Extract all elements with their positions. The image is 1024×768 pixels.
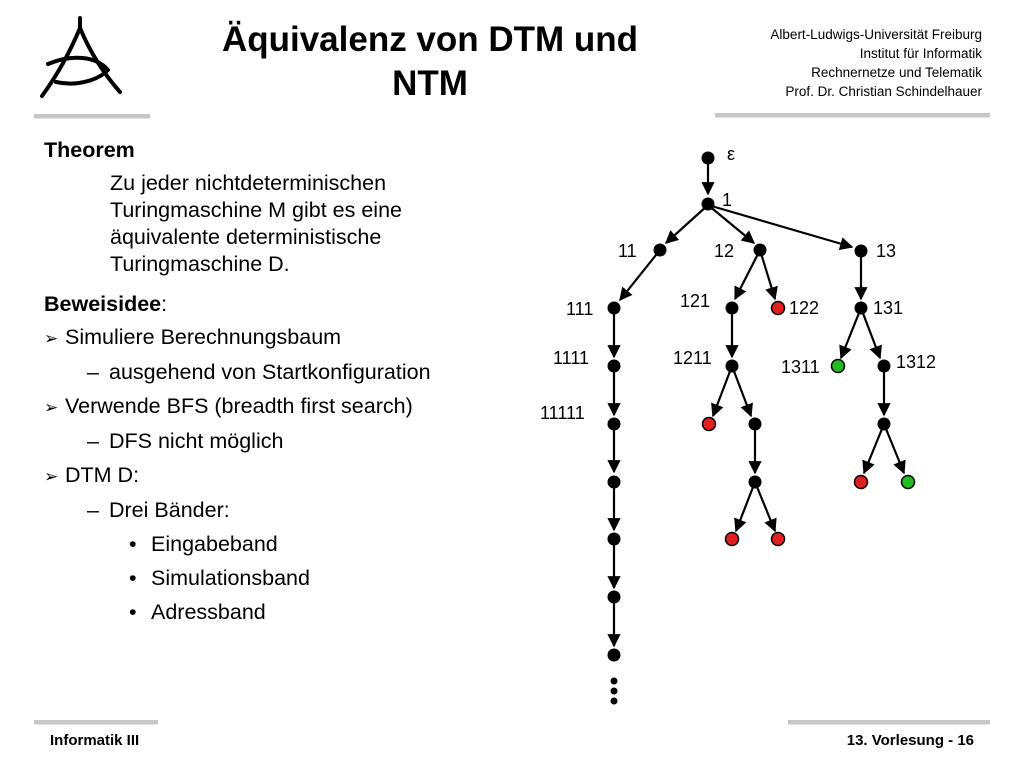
tree-edge — [841, 308, 861, 358]
tree-node — [608, 476, 621, 489]
tree-node — [608, 649, 621, 662]
tree-node — [608, 302, 621, 315]
node-label: 12 — [714, 241, 735, 261]
bullet-text: Drei Bänder: — [109, 498, 230, 522]
tree-node — [608, 591, 621, 604]
title-line-2: NTM — [392, 64, 468, 103]
tree-node — [878, 418, 891, 431]
tree-node — [608, 418, 621, 431]
affiliation-block — [682, 25, 982, 101]
tree-node — [608, 533, 621, 546]
reject-node — [855, 476, 868, 489]
bullet-item — [129, 565, 524, 592]
tree-node — [754, 244, 767, 257]
bottom-right-divider — [788, 720, 990, 725]
footer-lecture-page: 13. Vorlesung - 16 — [846, 732, 974, 749]
bullet-item — [44, 393, 524, 421]
dot-bullet-icon: • — [129, 532, 137, 556]
arrow-bullet-icon: ➢ — [44, 467, 59, 486]
theorem-body — [110, 170, 524, 278]
reject-node — [703, 418, 716, 431]
computation-tree-diagram — [520, 130, 990, 720]
bottom-left-divider — [34, 720, 158, 725]
ellipsis-dot-icon — [611, 678, 618, 685]
bullet-text: Eingabeband — [151, 532, 278, 556]
tree-edges — [614, 158, 904, 646]
affiliation-line: Albert-Ludwigs-Universität Freiburg — [770, 27, 982, 42]
tree-node — [654, 244, 667, 257]
node-label: 131 — [873, 298, 904, 318]
tree-edge — [736, 482, 755, 531]
bullet-item — [129, 599, 524, 626]
beweisidee-heading — [44, 291, 524, 318]
page-title — [170, 18, 690, 106]
tree-node — [878, 360, 891, 373]
dash-bullet-icon: – — [87, 360, 99, 384]
arrow-bullet-icon: ➢ — [44, 398, 59, 417]
ellipsis-dot-icon — [611, 698, 618, 705]
node-label: 1211 — [673, 348, 712, 368]
bullet-item — [129, 531, 524, 558]
bullet-text: Simulationsband — [151, 566, 310, 590]
tree-edge — [713, 366, 732, 416]
tree-edge — [864, 424, 884, 473]
affiliation-line: Prof. Dr. Christian Schindelhauer — [785, 84, 982, 99]
bullet-item — [44, 462, 524, 490]
accept-node — [832, 360, 845, 373]
footer-course: Informatik III — [50, 732, 140, 749]
tree-edge — [755, 482, 775, 531]
beweisidee-colon: : — [161, 292, 168, 316]
node-label: 1311 — [781, 357, 820, 377]
theorem-line: äquivalente deterministische — [110, 225, 382, 249]
tree-edge — [884, 424, 904, 473]
dot-bullet-icon: • — [129, 566, 137, 590]
top-left-divider — [34, 114, 150, 119]
slide-content — [44, 137, 524, 633]
theorem-line: Turingmaschine M gibt es eine — [110, 198, 402, 222]
reject-node — [726, 533, 739, 546]
dot-bullet-icon: • — [129, 600, 137, 624]
node-label: ε — [727, 144, 736, 164]
university-logo-icon — [34, 12, 130, 108]
tree-node — [855, 245, 868, 258]
bullet-text: DFS nicht möglich — [109, 429, 284, 453]
bullet-item — [87, 497, 524, 524]
node-label: 11 — [618, 241, 637, 261]
theorem-heading: Theorem — [44, 138, 135, 162]
node-label: 1312 — [896, 352, 937, 372]
title-line-1: Äquivalenz von DTM und — [221, 20, 639, 59]
accept-node — [902, 476, 915, 489]
tree-nodes — [608, 152, 915, 705]
bullet-text: ausgehend von Startkonfiguration — [109, 360, 431, 384]
tree-edge — [760, 250, 775, 299]
bullet-item — [87, 359, 524, 386]
node-label: 122 — [789, 298, 820, 318]
tree-edge — [732, 366, 751, 416]
bullet-item — [44, 324, 524, 352]
node-label: 121 — [680, 291, 711, 311]
beweisidee-label: Beweisidee — [44, 292, 162, 316]
tree-node — [749, 418, 762, 431]
tree-node — [749, 476, 762, 489]
node-label: 13 — [876, 241, 897, 261]
node-label: 1 — [722, 190, 733, 210]
dash-bullet-icon: – — [87, 498, 99, 522]
arrow-bullet-icon: ➢ — [44, 329, 59, 348]
bullet-item — [87, 428, 524, 455]
bullet-text: Simuliere Berechnungsbaum — [65, 325, 342, 349]
affiliation-line: Rechnernetze und Telematik — [811, 65, 982, 80]
theorem-line: Zu jeder nichtdeterminischen — [110, 171, 387, 195]
dash-bullet-icon: – — [87, 429, 99, 453]
reject-node — [772, 302, 785, 315]
node-label: 111 — [566, 299, 594, 319]
affiliation-line: Institut für Informatik — [859, 46, 982, 61]
tree-node — [726, 360, 739, 373]
tree-node — [702, 152, 715, 165]
reject-node — [772, 533, 785, 546]
theorem-line: Turingmaschine D. — [110, 252, 290, 276]
tree-edge — [666, 205, 708, 243]
tree-edge — [735, 250, 760, 299]
node-label: 1111 — [553, 348, 590, 368]
bullet-text: Verwende BFS (breadth first search) — [65, 394, 413, 418]
top-right-divider — [715, 113, 990, 118]
tree-node — [726, 302, 739, 315]
node-label: 11111 — [540, 403, 585, 423]
bullet-text: DTM D: — [65, 463, 140, 487]
tree-node — [855, 302, 868, 315]
bullet-text: Adressband — [151, 600, 266, 624]
tree-node — [608, 360, 621, 373]
tree-node — [702, 198, 715, 211]
ellipsis-dot-icon — [611, 688, 618, 695]
